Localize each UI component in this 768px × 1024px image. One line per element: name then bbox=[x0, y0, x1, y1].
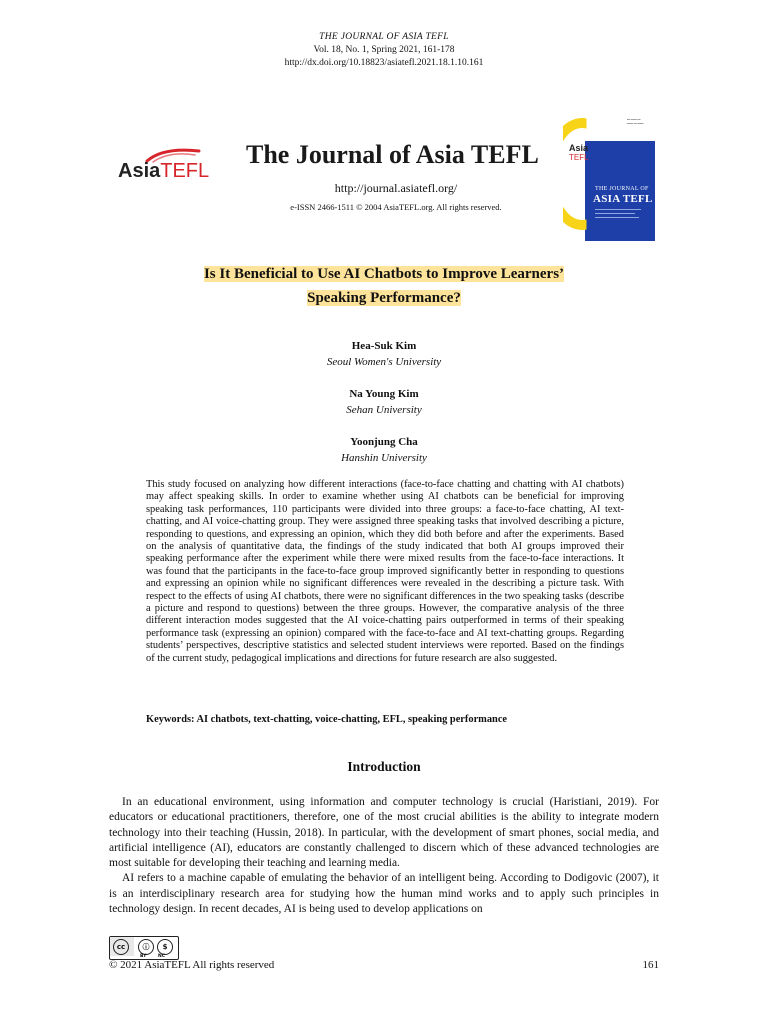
cover-logo-asia: Asia bbox=[569, 143, 589, 153]
cover-fine-print: ▬ ▬▬ ▬ ▬▬ ▬ ▬▬ bbox=[627, 117, 644, 125]
paper-title bbox=[0, 262, 768, 310]
author-affiliation: Seoul Women's University bbox=[326, 356, 442, 368]
cover-logo bbox=[569, 143, 589, 163]
cc-nc-icon: $ bbox=[157, 939, 173, 955]
author-affiliation: Sehan University bbox=[346, 404, 422, 416]
abstract: This study focused on analyzing how different interactions (face-to-face chatting and chatting with AI chatbots) may affect speaking skills. In order to examine whether using AI chatbots can be beneficial for improving speaking task performances, 110 participants were divided into three groups: a face-to-face chatting, AI text-chatting, and AI voice-chatting group. They were assigned three speaking tasks that involved describing a picture, responding to questions, and expressing an opinion, which they did both before and after the experiments. Based on the analysis of quantitative data, the findings of the study indicated that both AI groups improved their speaking performance after the experiment while there were mixed results from the face-to-face interactions. It was found that the participants in the face-to-face group improved significantly better in responding to questions and expressing an opinion while no significant differences were revealed in the describing a picture task. With respect to the effects of using AI chatbots, there were no significant differences in the two speaking tasks (describe a picture and respond to questions) between the three groups. However, the comparative analysis of the three different interaction modes suggested that the AI voice-chatting pairs outperformed in terms of their speaking performance task (expressing an opinion) compared with the face-to-face and AI text-chatting groups. Regarding students’ perspectives, descriptive statistics and selected student interviews were reported. Based on the findings of the current study, pedagogical implications and directions for future research are also suggested. bbox=[146, 479, 624, 664]
paper-title-line1: Is It Beneficial to Use AI Chatbots to Improve Learners’ bbox=[203, 266, 565, 282]
cover-title-big: ASIA TEFL bbox=[593, 193, 653, 205]
journal-issn: e-ISSN 2466-1511 © 2004 AsiaTEFL.org. All rights reserved. bbox=[290, 202, 502, 212]
logo-asia-text: Asia bbox=[118, 160, 161, 182]
cover-text-line bbox=[595, 217, 639, 218]
journal-url-link[interactable]: http://journal.asiatefl.org/ bbox=[334, 181, 458, 195]
cover-text-line bbox=[595, 213, 635, 214]
logo-tefl-text: TEFL bbox=[160, 160, 210, 182]
journal-cover-image bbox=[563, 113, 655, 241]
cover-logo-tefl: TEFL bbox=[569, 153, 589, 162]
cover-title-small: THE JOURNAL OF bbox=[595, 186, 649, 192]
author-name: Na Young Kim bbox=[349, 388, 419, 400]
author-affiliation: Hanshin University bbox=[341, 452, 427, 464]
body-paragraph: In an educational environment, using information and computer technology is crucial (Haristiani, 2019). For educators or educational practitioners, therefore, one of the most crucial abilities is the ability to integrate modern technology into their teaching (Hussin, 2018). In particular, with the development of smart phones, social media, and artificial intelligence (AI), educators are constantly challenged to discern which of these advanced technologies are most suitable for developing their teaching and learning media. bbox=[109, 796, 659, 870]
keywords: Keywords: AI chatbots, text-chatting, voice-chatting, EFL, speaking performance bbox=[146, 714, 508, 725]
introduction-body bbox=[109, 795, 659, 917]
section-heading-introduction: Introduction bbox=[347, 759, 421, 774]
doi-link[interactable]: http://dx.doi.org/10.18823/asiatefl.2021.18.1.10.161 bbox=[284, 58, 484, 68]
cover-text-line bbox=[595, 209, 641, 210]
cc-by-label: BY bbox=[140, 954, 147, 959]
asiatefl-logo bbox=[118, 156, 210, 186]
running-header-journal: THE JOURNAL OF ASIA TEFL bbox=[319, 32, 449, 42]
page-number: 161 bbox=[642, 959, 659, 971]
cc-icon: cc bbox=[113, 939, 129, 955]
body-paragraph: AI refers to a machine capable of emulating the behavior of an intelligent being. According to Dodigovic (2007), it is an interdisciplinary research area for studying how the human mind works and to apply such principles in technology design. In recent decades, AI is being used to develop applications on bbox=[109, 872, 659, 916]
cc-by-icon: ⓘ bbox=[138, 939, 154, 955]
author-name: Yoonjung Cha bbox=[350, 436, 418, 448]
journal-title: The Journal of Asia TEFL bbox=[246, 140, 539, 169]
cc-nc-label: NC bbox=[158, 954, 166, 959]
running-header-volume: Vol. 18, No. 1, Spring 2021, 161-178 bbox=[313, 45, 455, 55]
creative-commons-badge[interactable] bbox=[109, 936, 179, 960]
paper-title-line2: Speaking Performance? bbox=[307, 290, 461, 306]
author-name: Hea-Suk Kim bbox=[351, 340, 417, 352]
footer-copyright: © 2021 AsiaTEFL All rights reserved bbox=[109, 959, 275, 971]
